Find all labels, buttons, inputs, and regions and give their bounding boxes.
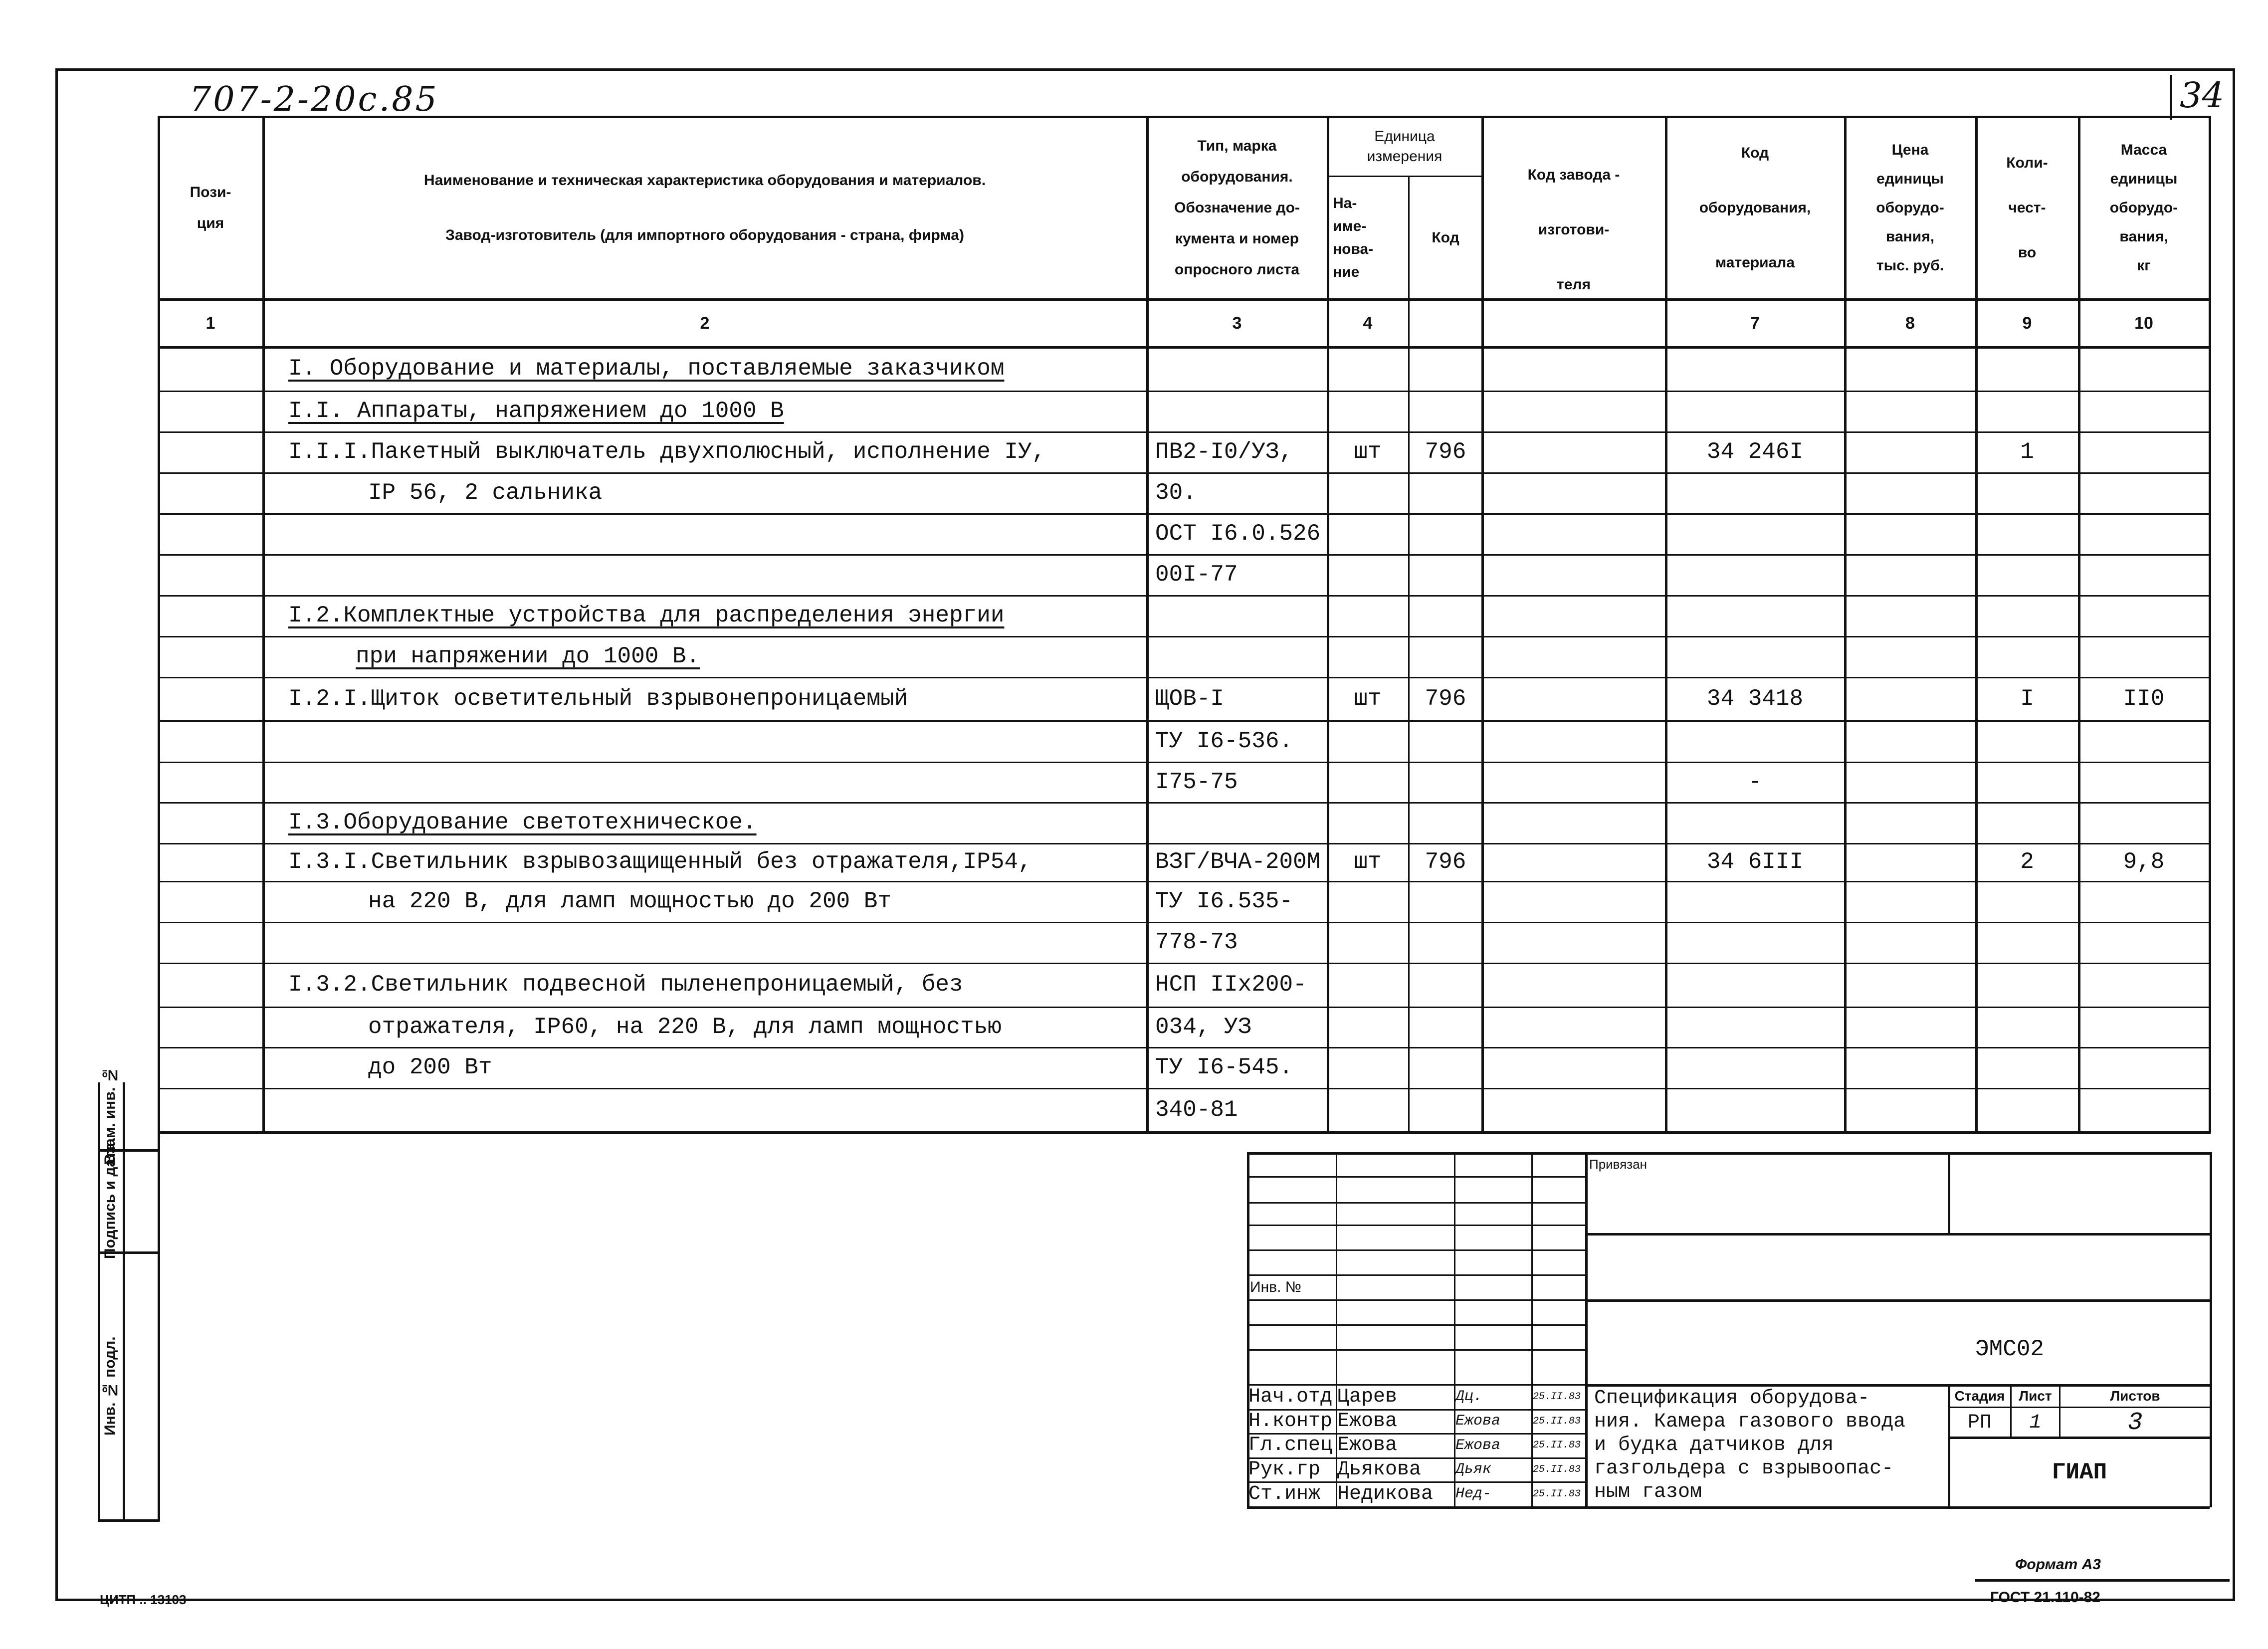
header-unit-code: Код bbox=[1432, 229, 1459, 246]
table-cell-qty bbox=[1976, 963, 2078, 1007]
table-cell-maker-code bbox=[1490, 720, 1665, 762]
table-cell-unit bbox=[1328, 881, 1408, 922]
header-mass: Масса единицы оборудо- вания, кг bbox=[2109, 142, 2178, 274]
title-block-right bbox=[2210, 1152, 2212, 1507]
format-label: Формат А3 bbox=[2015, 1556, 2101, 1573]
table-cell-mass bbox=[2079, 595, 2209, 636]
table-cell-unit-code: 796 bbox=[1425, 849, 1466, 875]
table-cell-qty bbox=[1976, 346, 2078, 391]
table-cell-code: 34 246I bbox=[1706, 439, 1804, 465]
header-name: Наименование и техническая характеристика оборудования и материалов. Завод-изготовитель (для импортного оборудования - страна, фирма) bbox=[423, 172, 986, 243]
privyazan-divider bbox=[1948, 1152, 1950, 1235]
table-cell-unit: шт bbox=[1354, 685, 1382, 712]
colnum-6 bbox=[1482, 300, 1665, 346]
table-cell-code bbox=[1666, 1088, 1844, 1131]
table-cell-mass bbox=[2079, 472, 2209, 513]
inv-label: Инв. № bbox=[1250, 1279, 1301, 1295]
table-cell-maker-code bbox=[1490, 677, 1665, 720]
table-cell-pos bbox=[167, 963, 262, 1007]
table-cell-qty bbox=[1976, 881, 2078, 922]
table-cell-code bbox=[1666, 802, 1844, 843]
table-cell-unit-code bbox=[1410, 1047, 1481, 1088]
privyazan-label: Привязан bbox=[1589, 1156, 1648, 1172]
table-cell-code: - bbox=[1748, 769, 1762, 795]
signature-sign: Ежова bbox=[1455, 1413, 1501, 1430]
table-cell-type: ТУ I6-536. bbox=[1155, 728, 1293, 754]
unit-group-split bbox=[1327, 176, 1481, 177]
table-cell-type: I75-75 bbox=[1155, 769, 1238, 795]
stage-value: РП bbox=[1967, 1411, 1992, 1434]
table-cell-unit bbox=[1328, 762, 1408, 802]
table-cell-maker-code bbox=[1490, 922, 1665, 963]
table-cell-price bbox=[1853, 595, 1975, 636]
table-cell-code bbox=[1666, 472, 1844, 513]
table-cell-price bbox=[1853, 1047, 1975, 1088]
table-cell-qty bbox=[1976, 554, 2078, 595]
table-cell-name bbox=[288, 922, 1146, 963]
signature-name: Дьякова bbox=[1337, 1458, 1422, 1481]
table-cell-price bbox=[1853, 922, 1975, 963]
side-label-podpis-data: Подпись и дата bbox=[102, 1143, 118, 1259]
colnum-9: 9 bbox=[2022, 313, 2032, 333]
table-cell-unit-code bbox=[1410, 802, 1481, 843]
table-cell-type: ТУ I6-545. bbox=[1155, 1054, 1293, 1080]
signature-name: Ежова bbox=[1337, 1410, 1398, 1433]
table-cell-code bbox=[1666, 922, 1844, 963]
table-cell-type: 034, УЗ bbox=[1155, 1014, 1252, 1040]
table-cell-type: ТУ I6.535- bbox=[1155, 888, 1293, 914]
table-cell-unit bbox=[1328, 802, 1408, 843]
table-cell-name bbox=[288, 513, 1146, 554]
table-cell-pos bbox=[167, 346, 262, 391]
table-cell-qty bbox=[1976, 1007, 2078, 1047]
table-cell-type: 340-81 bbox=[1155, 1096, 1238, 1123]
table-cell-price bbox=[1853, 802, 1975, 843]
table-bottom-border bbox=[158, 1131, 2211, 1134]
table-cell-mass bbox=[2079, 802, 2209, 843]
col-line-10 bbox=[2209, 116, 2211, 1133]
table-cell-code bbox=[1666, 720, 1844, 762]
table-cell-name: до 200 Вт bbox=[368, 1054, 492, 1080]
table-cell-mass bbox=[2079, 391, 2209, 431]
table-cell-price bbox=[1853, 513, 1975, 554]
table-cell-unit-code bbox=[1410, 963, 1481, 1007]
table-cell-price bbox=[1853, 346, 1975, 391]
sheets-label: Листов bbox=[2110, 1388, 2160, 1404]
title-description: Спецификация оборудова- ния. Камера газового ввода и будка датчиков для газгольдера с взрывоопас- ным газом bbox=[1594, 1387, 1906, 1503]
signature-date: 25.II.83 bbox=[1533, 1391, 1581, 1403]
table-cell-price bbox=[1853, 677, 1975, 720]
table-cell-unit bbox=[1328, 391, 1408, 431]
table-cell-mass bbox=[2079, 762, 2209, 802]
table-cell-code bbox=[1666, 554, 1844, 595]
header-price: Цена единицы оборудо- вания, тыс. руб. bbox=[1876, 142, 1944, 274]
header-position: Пози- ция bbox=[190, 184, 231, 231]
table-cell-mass bbox=[2079, 1047, 2209, 1088]
table-cell-maker-code bbox=[1490, 636, 1665, 677]
table-cell-code bbox=[1666, 346, 1844, 391]
table-cell-price bbox=[1853, 762, 1975, 802]
title-block-bottom bbox=[1247, 1506, 2210, 1509]
table-cell-unit-code bbox=[1410, 922, 1481, 963]
table-cell-price bbox=[1853, 1088, 1975, 1131]
table-cell-unit-code bbox=[1410, 346, 1481, 391]
organization: ГИАП bbox=[2052, 1459, 2107, 1485]
table-cell-qty bbox=[1976, 472, 2078, 513]
table-cell-mass bbox=[2079, 881, 2209, 922]
table-cell-name bbox=[288, 1088, 1146, 1131]
signature-sign: Нед- bbox=[1455, 1485, 1492, 1502]
table-cell-type: 778-73 bbox=[1155, 929, 1238, 955]
table-cell-unit bbox=[1328, 513, 1408, 554]
table-cell-mass bbox=[2079, 431, 2209, 472]
table-cell-name: I.I. Аппараты, напряжением до 1000 В bbox=[288, 398, 784, 424]
table-cell-price bbox=[1853, 881, 1975, 922]
table-cell-qty bbox=[1976, 802, 2078, 843]
table-cell-pos bbox=[167, 881, 262, 922]
table-cell-type: ОСТ I6.0.526 bbox=[1155, 521, 1321, 547]
code-area-top bbox=[1585, 1299, 2210, 1302]
table-cell-pos bbox=[167, 595, 262, 636]
table-cell-qty bbox=[1976, 762, 2078, 802]
side-stamp-bottom bbox=[98, 1519, 160, 1522]
table-cell-unit-code bbox=[1410, 595, 1481, 636]
table-cell-qty: 2 bbox=[2020, 849, 2034, 875]
signature-sign: Дьяк bbox=[1455, 1461, 1492, 1478]
table-cell-code bbox=[1666, 636, 1844, 677]
table-cell-code: 34 6III bbox=[1706, 849, 1804, 875]
table-cell-mass bbox=[2079, 346, 2209, 391]
format-underline bbox=[1975, 1579, 2230, 1582]
table-cell-qty bbox=[1976, 595, 2078, 636]
table-cell-qty bbox=[1976, 720, 2078, 762]
table-cell-pos bbox=[167, 843, 262, 881]
table-cell-pos bbox=[167, 472, 262, 513]
header-unit-group: Единица измерения bbox=[1367, 128, 1443, 165]
table-cell-maker-code bbox=[1490, 391, 1665, 431]
tb-row-7 bbox=[1247, 1324, 1585, 1326]
tb-col-4 bbox=[1585, 1152, 1588, 1506]
side-label-inv-podl: Инв. № подл. bbox=[102, 1336, 118, 1436]
header-maker-code: Код завода - изготови- теля bbox=[1527, 167, 1620, 293]
table-cell-pos bbox=[167, 391, 262, 431]
table-cell-unit bbox=[1328, 554, 1408, 595]
table-cell-mass bbox=[2079, 636, 2209, 677]
table-cell-unit-code bbox=[1410, 554, 1481, 595]
table-cell-unit-code bbox=[1410, 1088, 1481, 1131]
table-cell-maker-code bbox=[1490, 513, 1665, 554]
stage-label: Стадия bbox=[1954, 1388, 2005, 1404]
tb-row-6 bbox=[1247, 1299, 1585, 1301]
header-quantity: Коли- чест- во bbox=[2006, 155, 2048, 261]
table-cell-unit-code bbox=[1410, 720, 1481, 762]
table-cell-unit-code: 796 bbox=[1425, 439, 1466, 465]
table-cell-type: 30. bbox=[1155, 480, 1197, 506]
table-cell-type bbox=[1155, 391, 1327, 431]
table-cell-name: IP 56, 2 сальника bbox=[368, 480, 603, 506]
table-cell-maker-code bbox=[1490, 431, 1665, 472]
table-cell-price bbox=[1853, 554, 1975, 595]
signature-sign: Дц. bbox=[1455, 1388, 1483, 1405]
tb-row-1 bbox=[1247, 1176, 1585, 1178]
table-cell-mass bbox=[2079, 1007, 2209, 1047]
privyazan-bottom bbox=[1585, 1233, 2210, 1236]
table-cell-maker-code bbox=[1490, 472, 1665, 513]
sheet-number-divider bbox=[2170, 75, 2172, 120]
table-cell-name bbox=[288, 720, 1146, 762]
table-cell-maker-code bbox=[1490, 802, 1665, 843]
table-cell-pos bbox=[167, 431, 262, 472]
table-cell-pos bbox=[167, 554, 262, 595]
table-cell-unit bbox=[1328, 1007, 1408, 1047]
table-cell-mass bbox=[2079, 513, 2209, 554]
table-cell-code bbox=[1666, 391, 1844, 431]
table-cell-name: отражателя, IP60, на 220 В, для ламп мощностью bbox=[368, 1014, 1002, 1040]
signature-date: 25.II.83 bbox=[1533, 1415, 1581, 1427]
title-block-top bbox=[1247, 1152, 2210, 1155]
table-cell-unit bbox=[1328, 346, 1408, 391]
signature-role: Н.контр bbox=[1248, 1410, 1333, 1433]
table-cell-maker-code bbox=[1490, 554, 1665, 595]
table-cell-type: ЩОВ-I bbox=[1155, 685, 1225, 712]
signature-sign: Ежова bbox=[1455, 1437, 1501, 1454]
project-code: ЭМС02 bbox=[1975, 1336, 2045, 1362]
table-cell-pos bbox=[167, 677, 262, 720]
table-cell-type: ВЗГ/ВЧА-200М bbox=[1155, 849, 1321, 875]
table-cell-maker-code bbox=[1490, 1007, 1665, 1047]
table-cell-unit bbox=[1328, 472, 1408, 513]
stage-row-1 bbox=[1948, 1407, 2210, 1408]
table-cell-price bbox=[1853, 636, 1975, 677]
table-cell-qty bbox=[1976, 391, 2078, 431]
table-cell-unit-code bbox=[1410, 762, 1481, 802]
table-cell-code bbox=[1666, 595, 1844, 636]
header-unit-name: На- име- нова- ние bbox=[1333, 195, 1374, 280]
table-cell-qty bbox=[1976, 513, 2078, 554]
sheet-label: Лист bbox=[2019, 1388, 2052, 1404]
table-cell-pos bbox=[167, 1088, 262, 1131]
signature-date: 25.II.83 bbox=[1533, 1463, 1581, 1475]
table-cell-unit-code bbox=[1410, 513, 1481, 554]
table-cell-code: 34 3418 bbox=[1706, 685, 1804, 712]
colnum-2: 2 bbox=[700, 313, 710, 333]
table-cell-qty: 1 bbox=[2020, 439, 2034, 465]
sheet-number: 34 bbox=[2180, 75, 2225, 116]
table-cell-price bbox=[1853, 431, 1975, 472]
table-cell-type bbox=[1155, 346, 1327, 391]
signature-name: Царев bbox=[1337, 1385, 1398, 1408]
colnum-7: 7 bbox=[1750, 313, 1760, 333]
table-cell-type: ПВ2-I0/УЗ, bbox=[1155, 439, 1293, 465]
table-cell-unit-code bbox=[1410, 391, 1481, 431]
signature-date: 25.II.83 bbox=[1533, 1440, 1581, 1451]
table-cell-unit bbox=[1328, 1088, 1408, 1131]
signature-name: Ежова bbox=[1337, 1434, 1398, 1456]
table-cell-unit: шт bbox=[1354, 439, 1382, 465]
table-cell-name: на 220 В, для ламп мощностью до 200 Вт bbox=[368, 888, 891, 914]
table-cell-price bbox=[1853, 843, 1975, 881]
signature-date: 25.II.83 bbox=[1533, 1488, 1581, 1500]
table-cell-mass bbox=[2079, 963, 2209, 1007]
signature-name: Недикова bbox=[1337, 1482, 1434, 1505]
gost-label: ГОСТ 21.110-82 bbox=[1990, 1589, 2100, 1606]
table-cell-unit-code bbox=[1410, 881, 1481, 922]
table-cell-price bbox=[1853, 720, 1975, 762]
table-cell-maker-code bbox=[1490, 595, 1665, 636]
table-cell-name: I. Оборудование и материалы, поставляемые заказчиком bbox=[288, 355, 1005, 382]
table-cell-mass: II0 bbox=[2123, 685, 2165, 712]
table-cell-code bbox=[1666, 513, 1844, 554]
table-cell-pos bbox=[167, 513, 262, 554]
table-cell-type: НСП IIх200- bbox=[1155, 972, 1307, 998]
table-cell-unit bbox=[1328, 1047, 1408, 1088]
table-cell-maker-code bbox=[1490, 881, 1665, 922]
signature-role: Нач.отд bbox=[1248, 1385, 1333, 1408]
table-cell-pos bbox=[167, 1047, 262, 1088]
table-cell-unit bbox=[1328, 636, 1408, 677]
table-cell-type bbox=[1155, 636, 1327, 677]
table-cell-qty: I bbox=[2020, 685, 2034, 712]
sheets-value: 3 bbox=[2127, 1408, 2143, 1437]
table-cell-maker-code bbox=[1490, 843, 1665, 881]
table-cell-qty bbox=[1976, 636, 2078, 677]
table-cell-mass bbox=[2079, 922, 2209, 963]
table-cell-price bbox=[1853, 1007, 1975, 1047]
table-cell-pos bbox=[167, 1007, 262, 1047]
table-cell-qty bbox=[1976, 1088, 2078, 1131]
table-cell-price bbox=[1853, 472, 1975, 513]
table-cell-name: I.3.2.Светильник подвесной пыленепроницаемый, без bbox=[288, 972, 963, 998]
tb-row-3 bbox=[1247, 1225, 1585, 1226]
signature-role: Рук.гр bbox=[1248, 1458, 1321, 1481]
table-cell-pos bbox=[167, 636, 262, 677]
table-cell-maker-code bbox=[1490, 346, 1665, 391]
table-cell-name: I.2.Комплектные устройства для распределения энергии bbox=[288, 603, 1005, 628]
colnum-8: 8 bbox=[1905, 313, 1915, 333]
colnum-3: 3 bbox=[1232, 313, 1242, 333]
colnum-5 bbox=[1410, 300, 1481, 346]
table-cell-unit-code: 796 bbox=[1425, 685, 1466, 712]
table-cell-qty bbox=[1976, 922, 2078, 963]
side-stamp-mid bbox=[123, 1082, 125, 1521]
table-cell-qty bbox=[1976, 1047, 2078, 1088]
table-cell-name bbox=[288, 762, 1146, 802]
table-cell-pos bbox=[167, 922, 262, 963]
table-cell-unit-code bbox=[1410, 472, 1481, 513]
table-cell-type bbox=[1155, 802, 1327, 843]
table-cell-type: 00I-77 bbox=[1155, 562, 1238, 588]
tb-row-8 bbox=[1247, 1349, 1585, 1351]
table-cell-maker-code bbox=[1490, 762, 1665, 802]
table-cell-mass: 9,8 bbox=[2123, 849, 2165, 875]
table-cell-unit-code bbox=[1410, 1007, 1481, 1047]
table-cell-pos bbox=[167, 802, 262, 843]
table-cell-mass bbox=[2079, 1088, 2209, 1131]
table-cell-name: при напряжении до 1000 В. bbox=[356, 643, 700, 669]
side-label-vzam-inv: Взам. инв. № bbox=[102, 1066, 118, 1165]
table-cell-maker-code bbox=[1490, 1088, 1665, 1131]
table-cell-unit bbox=[1328, 595, 1408, 636]
table-cell-mass bbox=[2079, 554, 2209, 595]
table-cell-mass bbox=[2079, 720, 2209, 762]
table-cell-code bbox=[1666, 1047, 1844, 1088]
table-cell-name: I.3.I.Светильник взрывозащищенный без отражателя,IP54, bbox=[288, 849, 1032, 875]
table-cell-name: I.3.Оборудование светотехническое. bbox=[288, 810, 757, 835]
table-cell-unit: шт bbox=[1354, 849, 1382, 875]
table-cell-maker-code bbox=[1490, 1047, 1665, 1088]
header-type: Тип, марка оборудования. Обозначение до- кумента и номер опросного листа bbox=[1174, 138, 1300, 278]
table-cell-unit bbox=[1328, 720, 1408, 762]
colnum-4: 4 bbox=[1363, 313, 1373, 333]
table-cell-pos bbox=[167, 720, 262, 762]
table-cell-unit-code bbox=[1410, 636, 1481, 677]
tb-row-2 bbox=[1247, 1202, 1585, 1204]
bottom-left-stamp: ЦИТП .. 13103 bbox=[100, 1592, 187, 1607]
table-cell-pos bbox=[167, 762, 262, 802]
document-code: 707-2-20с.85 bbox=[190, 80, 439, 119]
table-cell-name: I.2.I.Щиток осветительный взрывонепроницаемый bbox=[288, 685, 908, 712]
header-equipment-code: Код оборудования, материала bbox=[1699, 145, 1811, 271]
table-cell-name: I.I.I.Пакетный выключатель двухполюсный, исполнение IУ, bbox=[288, 439, 1046, 465]
table-cell-price bbox=[1853, 963, 1975, 1007]
table-cell-unit bbox=[1328, 922, 1408, 963]
sheet-value: 1 bbox=[2029, 1411, 2042, 1434]
signature-role: Ст.инж bbox=[1248, 1482, 1321, 1505]
side-stamp-right bbox=[158, 1082, 160, 1521]
colnum-10: 10 bbox=[2134, 313, 2153, 333]
table-cell-code bbox=[1666, 1007, 1844, 1047]
colnum-1: 1 bbox=[206, 313, 215, 333]
table-cell-name bbox=[288, 554, 1146, 595]
table-cell-code bbox=[1666, 881, 1844, 922]
tb-row-4 bbox=[1247, 1249, 1585, 1251]
table-cell-code bbox=[1666, 963, 1844, 1007]
table-cell-maker-code bbox=[1490, 963, 1665, 1007]
signature-role: Гл.спец bbox=[1248, 1434, 1333, 1456]
table-cell-unit bbox=[1328, 963, 1408, 1007]
table-cell-type bbox=[1155, 595, 1327, 636]
table-cell-price bbox=[1853, 391, 1975, 431]
